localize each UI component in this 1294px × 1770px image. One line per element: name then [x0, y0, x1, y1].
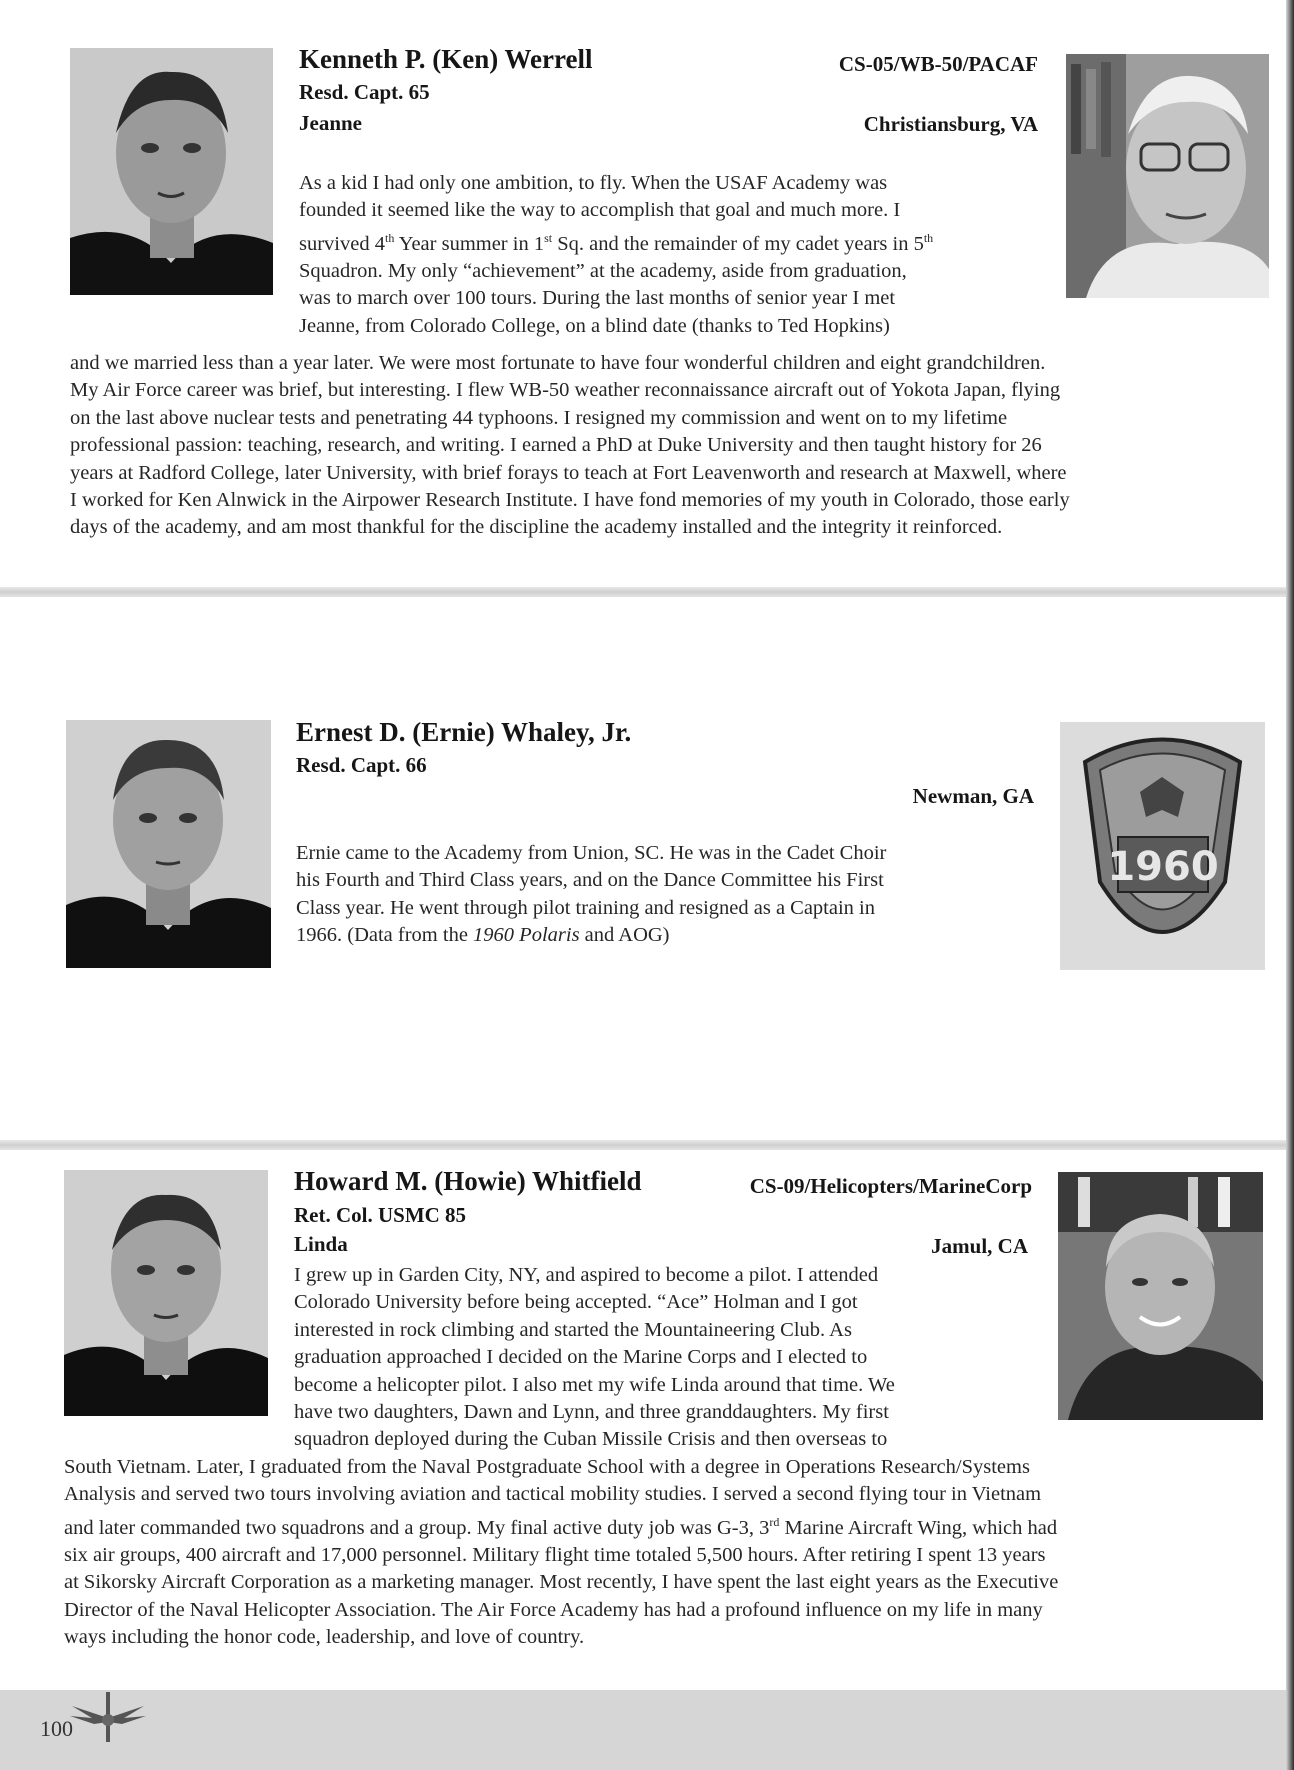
bio-line: at Sikorsky Aircraft Corporation as a marketing manager. Most recently, I have spent the last eight years as the Executive — [64, 1571, 1059, 1594]
bio-line: As a kid I had only one ambition, to fly. When the USAF Academy was — [299, 172, 888, 194]
bio-line: Ernie came to the Academy from Union, SC. He was in the Cadet Choir — [296, 842, 887, 864]
bio-line: Analysis and served two tours involving aviation and tactical mobility studies. I served a second flying tour in Vietnam — [64, 1483, 1042, 1506]
bio-line: six air groups, 400 aircraft and 17,000 personnel. Military flight time totaled 5,500 hours. After retiring I spent 13 years — [64, 1544, 1046, 1567]
entry-2-location: Newman, GA — [912, 784, 1034, 808]
entry-2-name: Ernest D. (Ernie) Whaley, Jr. — [296, 717, 632, 747]
bio-line: Jeanne, from Colorado College, on a blind date (thanks to Ted Hopkins) — [299, 314, 890, 337]
entry-3-bio-full — [64, 1454, 1262, 1652]
bio-line: Director of the Naval Helicopter Association. The Air Force Academy has had a profound influence on my life in many — [64, 1598, 1043, 1621]
bio-line: graduation approached I decided on the Marine Corps and I elected to — [294, 1346, 868, 1369]
entry-1-career: CS-05/WB-50/PACAF — [838, 52, 1038, 76]
bio-line: founded it seemed like the way to accomplish that goal and much more. I — [299, 199, 901, 222]
whitfield-cadet-photo — [64, 1170, 268, 1416]
whaley-cadet-photo — [66, 720, 271, 968]
bio-line: have two daughters, Dawn and Lynn, and three granddaughters. My first — [294, 1401, 889, 1424]
entry-3-bio-top — [294, 1262, 1034, 1454]
entry-1-name: Kenneth P. (Ken) Werrell — [299, 44, 593, 74]
entry-3-spouse: Linda — [294, 1232, 348, 1256]
bio-line: and later commanded two squadrons and a group. My final active duty job was G-3, 3rd Marine Aircraft Wing, which had — [64, 1514, 1058, 1539]
bio-line: South Vietnam. Later, I graduated from the Naval Postgraduate School with a degree in Operations Research/Systems — [64, 1456, 1030, 1478]
page-edge-shadow — [1286, 0, 1294, 1770]
whitfield-recent-photo — [1058, 1172, 1263, 1420]
entry-1-location: Christiansburg, VA — [863, 112, 1038, 136]
bio-line: interested in rock climbing and started the Mountaineering Club. As — [294, 1318, 852, 1341]
entry-2-rank: Resd. Capt. 66 — [296, 753, 427, 777]
entry-3-career: CS-09/Helicopters/MarineCorp — [749, 1174, 1032, 1198]
bio-line: and we married less than a year later. We were most fortunate to have four wonderful children and eight grandchildren. — [70, 352, 1046, 374]
bio-line: 1966. (Data from the 1960 Polaris and AOG) — [296, 924, 670, 947]
entry-1-rank: Resd. Capt. 65 — [299, 80, 430, 104]
bio-line: professional passion: teaching, research, and writing. I earned a PhD at Duke University and then taught history for 26 — [70, 434, 1042, 457]
entry-3-rank: Ret. Col. USMC 85 — [294, 1203, 467, 1227]
werrell-recent-photo — [1066, 54, 1269, 298]
bio-line: Class year. He went through pilot training and resigned as a Captain in — [296, 896, 875, 919]
bio-line: days of the academy, and am most thankful for the discipline the academy installed and the integrity it reinforced. — [70, 516, 1003, 539]
entry-3-location: Jamul, CA — [931, 1234, 1028, 1258]
bio-line: I worked for Ken Alnwick in the Airpower Research Institute. I have fond memories of my youth in Colorado, those early — [70, 489, 1070, 512]
wings-emblem-icon — [62, 1688, 154, 1750]
bio-line: My Air Force career was brief, but interesting. I flew WB-50 weather reconnaissance aircraft out of Yokota Japan, flying — [70, 379, 1061, 402]
bio-line: squadron deployed during the Cuban Missile Crisis and then overseas to — [294, 1428, 888, 1451]
section-divider — [0, 587, 1286, 597]
bio-line: ways including the honor code, leadership, and love of country. — [64, 1626, 585, 1649]
ring-year: 1960 — [1107, 844, 1219, 890]
entry-2-bio — [296, 840, 1036, 950]
entry-1-spouse: Jeanne — [299, 111, 362, 135]
bio-line: become a helicopter pilot. I also met my wife Linda around that time. We — [294, 1373, 895, 1396]
werrell-cadet-photo — [70, 48, 273, 295]
page-number: 100 — [40, 1716, 73, 1741]
page-footer — [0, 1690, 1286, 1770]
class-ring-photo — [1060, 722, 1265, 970]
bio-line: his Fourth and Third Class years, and on the Dance Committee his First — [296, 869, 884, 892]
bio-line: Squadron. My only “achievement” at the academy, aside from graduation, — [299, 260, 907, 283]
bio-line: years at Radford College, later University, with brief forays to teach at Fort Leavenworth and research at Maxwell, where — [70, 461, 1067, 484]
bio-line: was to march over 100 tours. During the last months of senior year I met — [299, 287, 896, 310]
bio-line: on the last above nuclear tests and penetrating 44 typhoons. I resigned my commission and went on to my lifetime — [70, 406, 1008, 429]
bio-line: Colorado University before being accepted. “Ace” Holman and I got — [294, 1291, 858, 1314]
entry-1-bio-full — [70, 350, 1266, 542]
bio-line: survived 4th Year summer in 1st Sq. and the remainder of my cadet years in 5th — [299, 230, 934, 255]
section-divider — [0, 1140, 1286, 1150]
entry-1-bio-top — [299, 170, 1039, 340]
bio-line: I grew up in Garden City, NY, and aspired to become a pilot. I attended — [294, 1264, 879, 1286]
entry-3-name: Howard M. (Howie) Whitfield — [294, 1166, 642, 1196]
